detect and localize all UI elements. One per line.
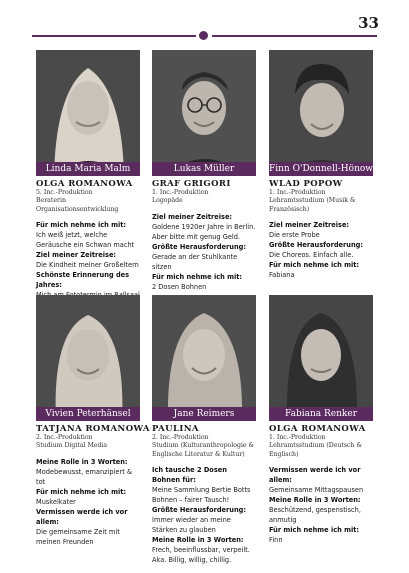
- portrait-photo: [269, 295, 373, 421]
- answer: Fabiana: [269, 270, 295, 279]
- question: Vermissen werde ich vor allem:: [269, 465, 361, 484]
- answer: Die erste Probe: [269, 230, 320, 239]
- info-line: Lehramtsstudium (Musik &: [269, 197, 356, 205]
- info-line: Englische Literatur & Kultur): [152, 450, 245, 458]
- answer: Die Choreos. Einfach alle.: [269, 250, 354, 259]
- profile-info: [36, 189, 140, 214]
- answer: Die Kindheit meiner Großeltern: [36, 260, 139, 269]
- profile-role: GRAF GRIGORI: [152, 179, 231, 189]
- info-line: Beraterin Organisationsentwicklung: [36, 197, 119, 213]
- answer: Frech, beeinflussbar, verpeilt. Aka. Billig, willig, chillig.: [152, 545, 250, 564]
- question: Schönste Erinnerung des Jahres:: [36, 270, 130, 289]
- question: Vermissen werde ich vor allem:: [36, 507, 128, 526]
- profile-name: Linda Maria Malm: [36, 162, 140, 176]
- question: Größte Herausforderung:: [152, 242, 247, 251]
- portrait-illustration: [269, 295, 373, 421]
- answer: Muskelkater: [36, 497, 76, 506]
- profile-card: [36, 50, 140, 310]
- answer: 2 Dosen Bohnen: [152, 282, 207, 291]
- info-line: 2. Inc.-Produktion: [152, 434, 209, 441]
- header-rule-left: [32, 35, 196, 37]
- header-dot: [199, 31, 208, 40]
- question: Meine Rolle in 3 Worten:: [36, 457, 128, 466]
- answer: Goldene 1920er Jahre in Berlin. Aber bitte mit genug Geld.: [152, 222, 256, 241]
- question: Ziel meiner Zeitreise:: [152, 212, 233, 221]
- portrait-photo: [152, 50, 256, 176]
- info-line: Studium (Kulturanthropologie &: [152, 442, 255, 450]
- portrait-photo: [152, 295, 256, 421]
- info-line: 1. Inc.-Produktion: [152, 189, 209, 196]
- info-line: 1. Inc.-Produktion: [269, 189, 326, 196]
- profile-qa: [152, 465, 256, 565]
- question: Für mich nehme ich mit:: [36, 487, 127, 496]
- info-line: Lehramtsstudium (Deutsch &: [269, 442, 362, 450]
- portrait-illustration: [269, 50, 373, 176]
- question: Ziel meiner Zeitreise:: [269, 220, 350, 229]
- question: Größte Herausforderung:: [152, 505, 247, 514]
- profile-name: Finn O'Donnell-Hönow: [269, 164, 373, 174]
- portrait-illustration: [36, 295, 140, 421]
- question: Meine Rolle in 3 Worten:: [269, 495, 361, 504]
- answer: Gerade an der Stuhlkante sitzen: [152, 252, 238, 271]
- answer: Finn: [269, 535, 283, 544]
- answer: Beschützend, gespenstisch, anmutig: [269, 505, 361, 524]
- profile-qa: [152, 212, 256, 292]
- portrait-illustration: [36, 50, 140, 176]
- question: Für mich nehme ich mit:: [152, 272, 243, 281]
- portrait-photo: [36, 295, 140, 421]
- answer: Meine Sammlung Bertie Botts Bohnen – fairer Tausch!: [152, 485, 251, 504]
- info-line: 1. Inc.-Produktion: [269, 434, 326, 441]
- answer: Immer wieder an meine Stärken zu glauben: [152, 515, 231, 534]
- info-line: Logopäde: [152, 197, 183, 205]
- profile-card: [152, 50, 256, 292]
- profile-role: OLGA ROMANOWA: [36, 179, 133, 189]
- profile-info: [269, 189, 373, 214]
- question: Meine Rolle in 3 Worten:: [152, 535, 244, 544]
- profile-name: Jane Reimers: [152, 407, 256, 421]
- profile-card: [36, 295, 150, 547]
- answer: Die gemeinsame Zeit mit meinen Freunden: [36, 527, 120, 546]
- page-number: 33: [358, 14, 379, 32]
- profile-role: PAULINA: [152, 424, 199, 434]
- profile-qa: [269, 220, 373, 280]
- profile-qa: [269, 465, 373, 545]
- info-line: 5. Inc.-Produktion: [36, 189, 93, 196]
- question: Für mich nehme ich mit:: [269, 260, 360, 269]
- profile-info: [36, 434, 140, 451]
- answer: Ich weiß jetzt, welche Geräusche ein Schwan macht: [36, 230, 135, 249]
- portrait-photo: [269, 50, 373, 176]
- question: Ich tausche 2 Dosen Bohnen für:: [152, 465, 227, 484]
- profile-name: Lukas Müller: [152, 162, 256, 176]
- profile-card: [269, 50, 373, 280]
- question: Für mich nehme ich mit:: [269, 525, 360, 534]
- info-line: Englisch): [269, 450, 299, 458]
- profile-role: TATJANA ROMANOWA: [36, 424, 150, 434]
- profile-card: [269, 295, 373, 545]
- question: Ziel meiner Zeitreise:: [36, 250, 117, 259]
- question: Größte Herausforderung:: [269, 240, 364, 249]
- profile-name: Vivien Peterhänsel: [36, 407, 140, 421]
- portrait-photo: [36, 50, 140, 176]
- question: Für mich nehme ich mit:: [36, 220, 127, 229]
- info-line: Französisch): [269, 205, 310, 213]
- profile-info: [269, 434, 373, 459]
- profile-card: [152, 295, 256, 565]
- info-line: Studium Digital Media: [36, 442, 108, 450]
- profile-role: OLGA ROMANOWA: [269, 424, 366, 434]
- profile-qa: [36, 457, 140, 547]
- profile-info: [152, 434, 256, 459]
- portrait-illustration: [152, 295, 256, 421]
- portrait-illustration: [152, 50, 256, 176]
- profile-role: WLAD POPOW: [269, 179, 343, 189]
- answer: Gemeinsame Mittagspausen: [269, 485, 364, 494]
- header-rule-right: [212, 35, 377, 37]
- profile-name: Fabiana Renker: [269, 407, 373, 421]
- info-line: 2. Inc.-Produktion: [36, 434, 93, 441]
- profile-info: [152, 189, 256, 206]
- answer: Modebewusst, emanzipiert & tot: [36, 467, 133, 486]
